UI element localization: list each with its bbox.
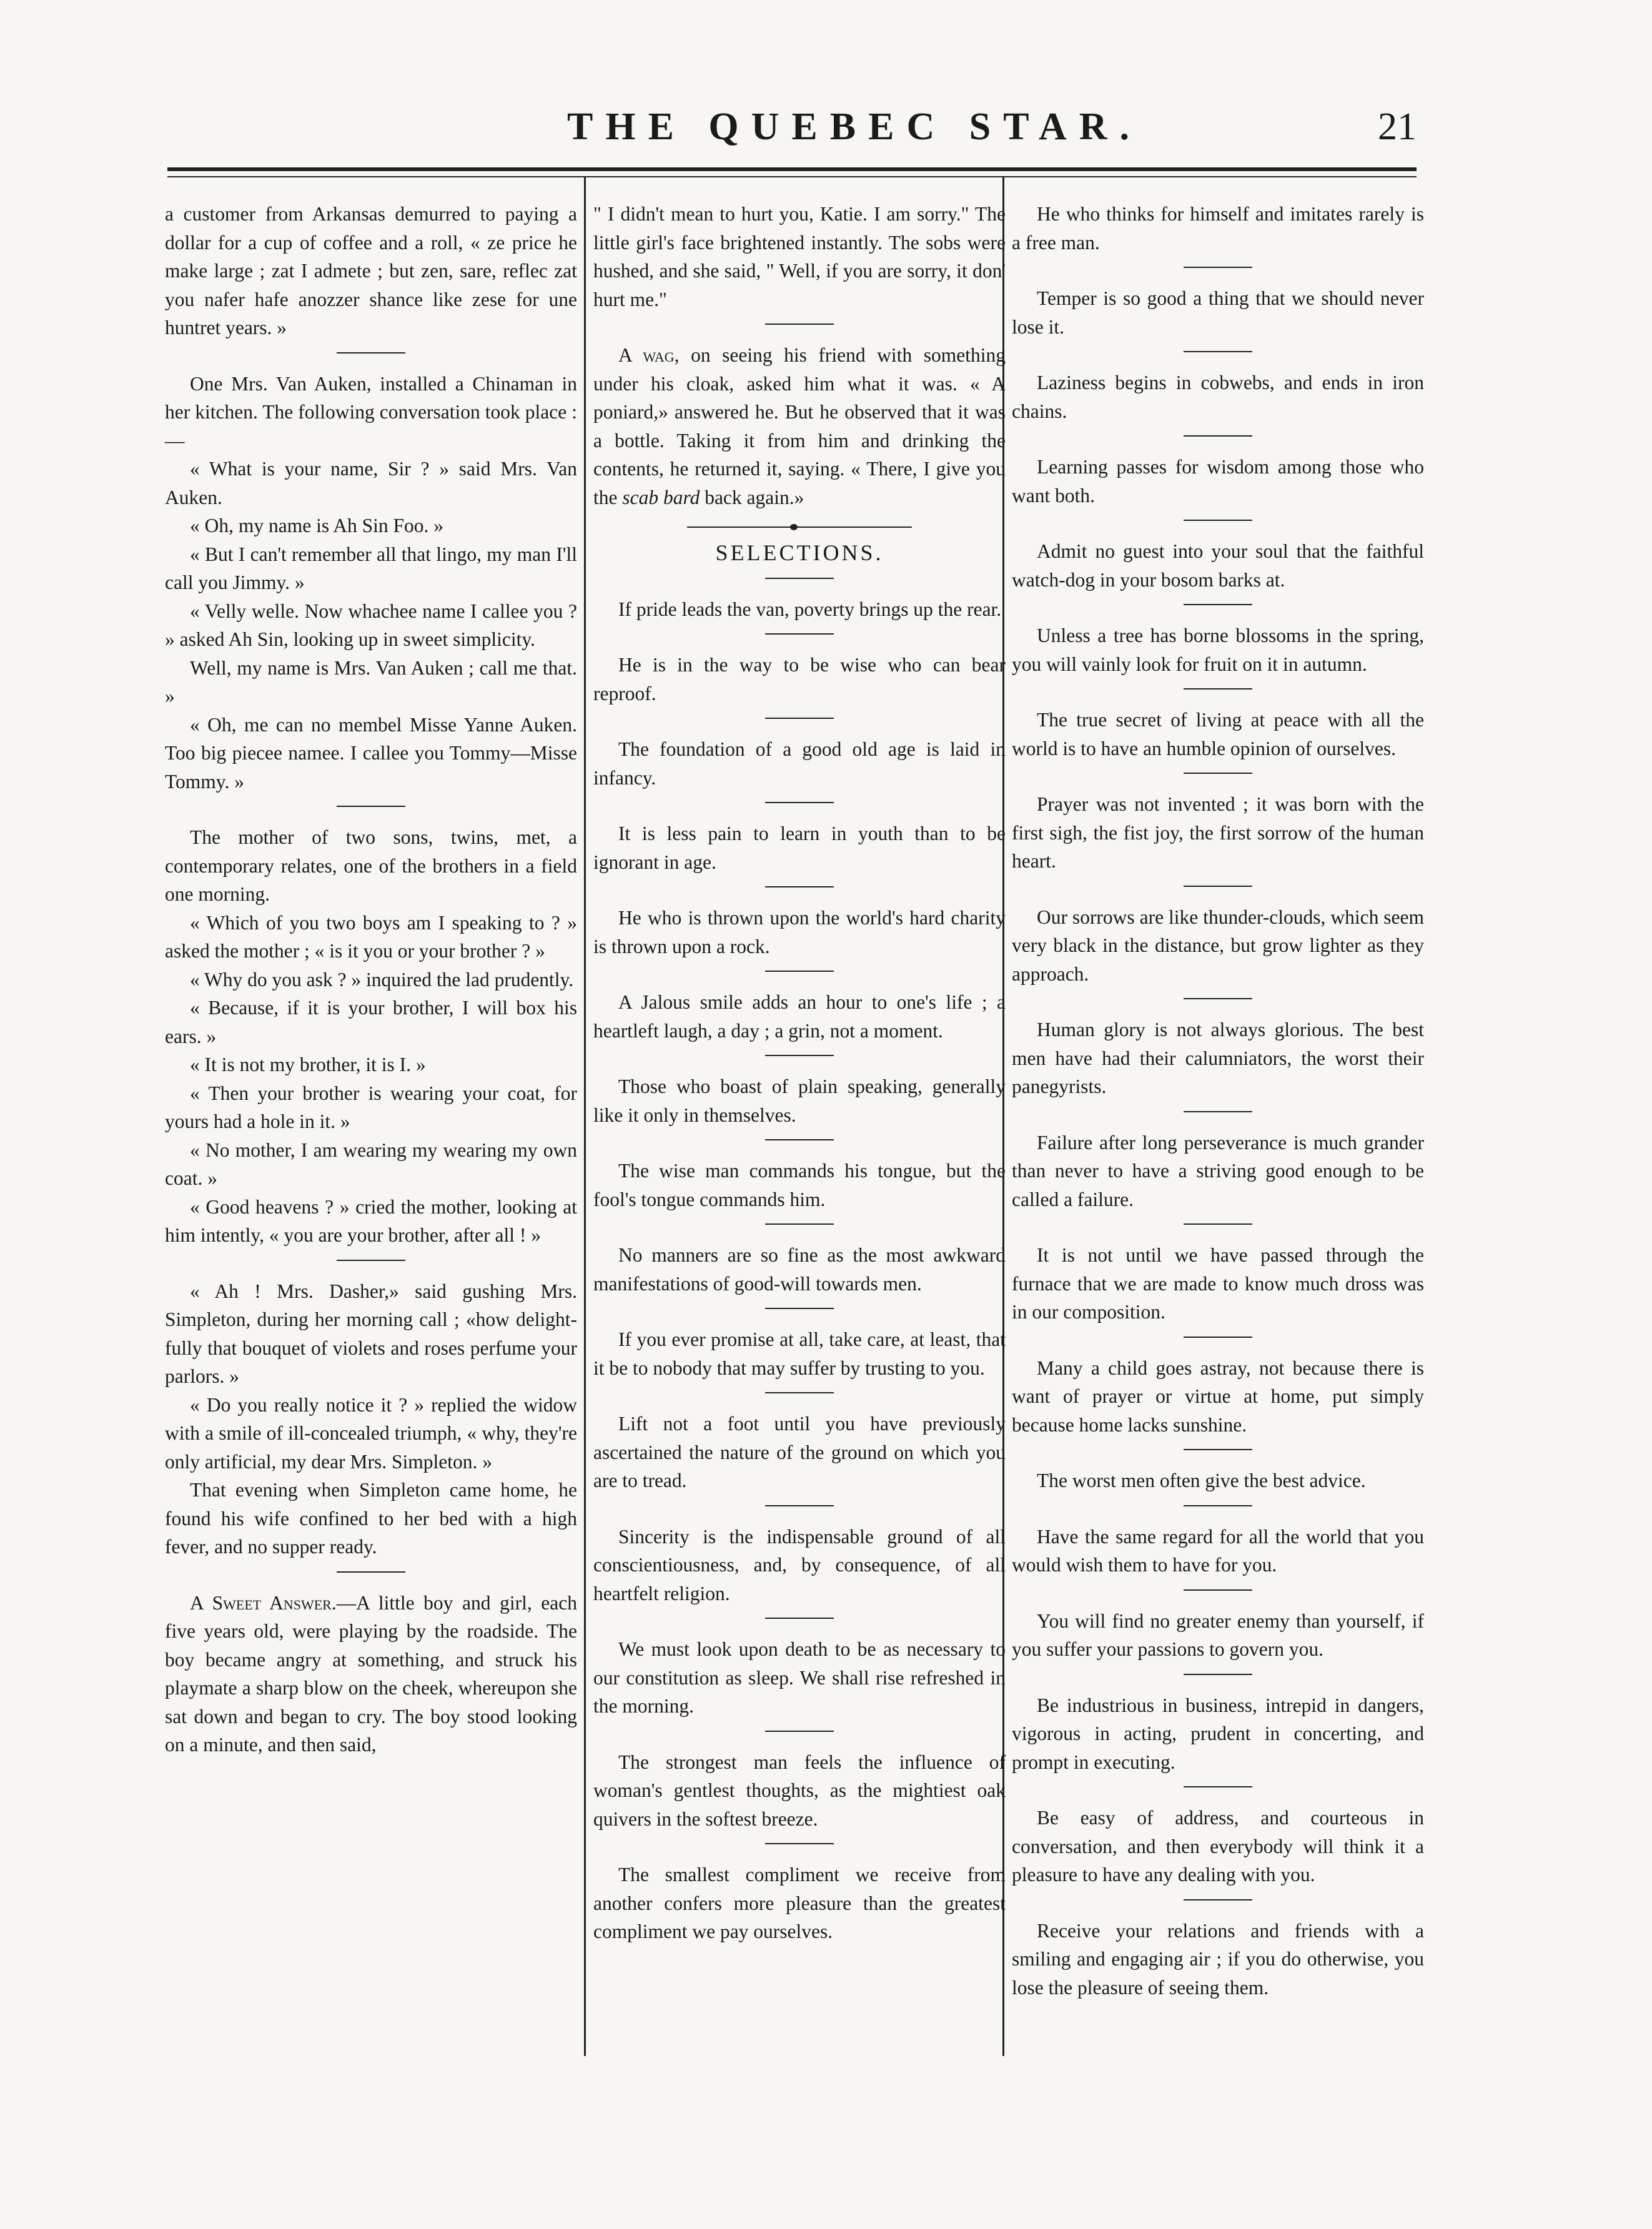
separator-rule — [765, 971, 834, 972]
separator-rule — [1184, 435, 1252, 437]
story-heading: A wag, — [618, 344, 680, 366]
selection: Receive your relations and friends with a smiling and engaging air ; if you do otherwise, you lose the pleasure of seeing them. — [1012, 1919, 1424, 1999]
selection: Lift not a foot until you have previously ascertained the nature of the ground on which you are to tread. — [593, 1413, 1006, 1491]
selection: The wise man commands his tongue, but the fool's tongue commands him. — [593, 1160, 1006, 1210]
separator-rule — [765, 1731, 834, 1732]
separator-rule — [1184, 1111, 1252, 1112]
story-text: on seeing his friend with something under his cloak, asked him what it was. « A poniard,» answered he. But he observed that it was a bottle. Taking it from him and drinking the contents, he returned it, saying. « There, I give you the — [593, 344, 1006, 508]
column-2 — [593, 200, 1006, 1946]
paragraph: « No mother, I am wearing my wearing my own coat. » — [165, 1139, 577, 1189]
selection: Be industrious in business, intrepid in dangers, vigorous in acting, prudent in concerting, and prompt in executing. — [1012, 1694, 1424, 1773]
paragraph: « Which of you two boys am I speaking to ? » asked the mother ; « is it you or your brother ? » — [165, 911, 577, 962]
story-heading: A Sweet Answer. — [190, 1591, 337, 1614]
separator-rule — [1184, 1337, 1252, 1338]
selection: Many a child goes astray, not because there is want of prayer or virtue at home, put simply because home lacks sunshine. — [1012, 1357, 1424, 1436]
separator-rule — [1184, 1786, 1252, 1787]
separator-rule — [1184, 1223, 1252, 1225]
separator-rule — [765, 578, 834, 579]
emphasis-text: scab bard — [622, 486, 700, 508]
paragraph: « Good heavens ? » cried the mother, looking at him intently, « you are your brother, after all ! » — [165, 1195, 577, 1246]
selection: Laziness begins in cobwebs, and ends in iron chains. — [1012, 372, 1424, 422]
separator-rule — [1184, 886, 1252, 887]
separator-rule — [765, 1139, 834, 1140]
ornament-rule — [593, 524, 1006, 530]
separator-rule — [1184, 1505, 1252, 1506]
separator-rule — [765, 1223, 834, 1225]
separator-rule — [337, 806, 405, 807]
newspaper-title: THE QUEBEC STAR. — [567, 106, 1142, 148]
separator-rule — [1184, 1449, 1252, 1450]
separator-rule — [765, 324, 834, 325]
paragraph: a customer from Arkansas demurred to paying a dollar for a cup of coffee and a roll, « ze price he make large ; zat I admete ; but zen, sare, reflec zat you nafer hafe anozzer shance like zese for une huntret years. » — [165, 203, 577, 339]
selection: If you ever promise at all, take care, at least, that it be to nobody that may suffer by trusting to you. — [593, 1328, 1006, 1379]
selection: Our sorrows are like thunder-clouds, which seem very black in the distance, but grow lighter as they approach. — [1012, 906, 1424, 985]
selection: A Jalous smile adds an hour to one's life ; a heartleft laugh, a day ; a grin, not a moment. — [593, 991, 1006, 1042]
separator-rule — [1184, 1589, 1252, 1591]
page-number: 21 — [1378, 106, 1417, 148]
separator-rule — [1184, 998, 1252, 999]
story-text: —A little boy and girl, each five years old, were playing by the roadside. The boy became angry at something, and struck his playmate a sharp blow on the cheek, whereupon she sat down and began to cry. The boy stood looking on a minute, and then said, — [165, 1591, 577, 1756]
paragraph: « Because, if it is your brother, I will box his ears. » — [165, 997, 577, 1047]
separator-rule — [765, 886, 834, 887]
paragraph: « Ah ! Mrs. Dasher,» said gushing Mrs. Simpleton, during her morning call ; «how delight-fully that bouquet of violets and roses perfume your parlors. » — [165, 1280, 577, 1387]
selection: Prayer was not invented ; it was born with the first sigh, the fist joy, the first sorrow of the human heart. — [1012, 793, 1424, 872]
column-3 — [1012, 200, 1424, 2002]
separator-rule — [1184, 1674, 1252, 1675]
selection: If pride leads the van, poverty brings up the rear. — [618, 598, 1002, 620]
selection: Those who boast of plain speaking, generally like it only in themselves. — [593, 1075, 1006, 1126]
paragraph: « But I can't remember all that lingo, my man I'll call you Jimmy. » — [165, 543, 577, 593]
section-heading: SELECTIONS. — [715, 540, 884, 565]
story-text: back again.» — [700, 486, 804, 508]
selection: The strongest man feels the influence of woman's gentlest thoughts, as the mightiest oak quivers in the softest breeze. — [593, 1751, 1006, 1830]
paragraph: « Do you really notice it ? » replied the widow with a smile of ill-concealed triumph, « why, they're only artificial, my dear Mrs. Simpleton. » — [165, 1393, 577, 1473]
separator-rule — [1184, 1899, 1252, 1900]
separator-rule — [1184, 267, 1252, 268]
selection: You will find no greater enemy than yourself, if you suffer your passions to govern you. — [1012, 1609, 1424, 1660]
paragraph: « It is not my brother, it is I. » — [190, 1054, 426, 1075]
selection: Sincerity is the indispensable ground of all conscientiousness, and, by consequence, of all heartfelt religion. — [593, 1525, 1006, 1604]
separator-rule — [765, 718, 834, 719]
separator-rule — [337, 352, 405, 353]
selection: He is in the way to be wise who can bear reproof. — [593, 654, 1006, 704]
separator-rule — [1184, 351, 1252, 352]
separator-rule — [1184, 604, 1252, 605]
separator-rule — [1184, 520, 1252, 521]
separator-rule — [765, 802, 834, 803]
selection: Admit no guest into your soul that the faithful watch-dog in your bosom barks at. — [1012, 540, 1424, 591]
paragraph: That evening when Simpleton came home, he found his wife confined to her bed with a high fever, and no supper ready. — [165, 1479, 577, 1558]
separator-rule — [765, 1392, 834, 1393]
paragraph: « What is your name, Sir ? » said Mrs. Van Auken. — [165, 458, 577, 508]
selection: The worst men often give the best advice. — [1037, 1470, 1366, 1491]
paragraph: « Why do you ask ? » inquired the lad prudently. — [190, 968, 574, 991]
selection: The smallest compliment we receive from another confers more pleasure than the greatest compliment we pay ourselves. — [593, 1864, 1006, 1942]
paragraph: « Velly welle. Now whachee name I callee you ? » asked Ah Sin, looking up in sweet simplicity. — [165, 600, 577, 650]
selection: It is not until we have passed through the furnace that we are made to know much dross was in our composition. — [1012, 1244, 1424, 1323]
selection: The true secret of living at peace with all the world is to have an humble opinion of ourselves. — [1012, 709, 1424, 759]
paragraph: The mother of two sons, twins, met, a contemporary relates, one of the brothers in a field one morning. — [165, 826, 577, 905]
selection: Human glory is not always glorious. The best men have had their calumniators, the worst their panegyrists. — [1012, 1019, 1424, 1097]
selection: Have the same regard for all the world that you would wish them to have for you. — [1012, 1525, 1424, 1576]
separator-rule — [1184, 773, 1252, 774]
paragraph: " I didn't mean to hurt you, Katie. I am sorry." The little girl's face brightened instantly. The sobs were hushed, and she said, " Well, if you are sorry, it don' hurt me." — [593, 203, 1006, 310]
selection: No manners are so fine as the most awkward manifestations of good-will towards men. — [593, 1244, 1006, 1295]
separator-rule — [765, 1505, 834, 1506]
paragraph: Well, my name is Mrs. Van Auken ; call me that. » — [165, 656, 577, 707]
separator-rule — [337, 1571, 405, 1573]
paragraph: « Oh, me can no membel Misse Yanne Auken. Too big piecee namee. I callee you Tommy—Misse Tommy. » — [165, 713, 577, 793]
selection: We must look upon death to be as necessary to our constitution as sleep. We shall rise refreshed in the morning. — [593, 1638, 1006, 1717]
paragraph — [165, 1589, 577, 1759]
selection: Temper is so good a thing that we should never lose it. — [1012, 287, 1424, 338]
paragraph: « Oh, my name is Ah Sin Foo. » — [190, 515, 444, 536]
separator-rule — [765, 1308, 834, 1309]
selection: Failure after long perseverance is much grander than never to have a striving good enough to be called a failure. — [1012, 1131, 1424, 1210]
column-1 — [165, 200, 577, 1759]
paragraph — [593, 341, 1006, 512]
separator-rule — [765, 1055, 834, 1056]
selection: Learning passes for wisdom among those who want both. — [1012, 456, 1424, 507]
separator-rule — [765, 1618, 834, 1619]
separator-rule — [337, 1260, 405, 1261]
selection: It is less pain to learn in youth than to be ignorant in age. — [593, 823, 1006, 873]
selection: The foundation of a good old age is laid in infancy. — [593, 738, 1006, 789]
selection: He who thinks for himself and imitates rarely is a free man. — [1012, 203, 1424, 254]
header-rule — [167, 167, 1417, 171]
separator-rule — [765, 633, 834, 635]
header-rule-thin — [167, 176, 1417, 177]
selection: Unless a tree has borne blossoms in the spring, you will vainly look for fruit on it in autumn. — [1012, 625, 1424, 675]
column-divider — [584, 176, 586, 2056]
separator-rule — [1184, 688, 1252, 689]
page-header — [167, 100, 1417, 162]
selection: Be easy of address, and courteous in conversation, and then everybody will think it a pleasure to have any dealing with you. — [1012, 1807, 1424, 1886]
paragraph: « Then your brother is wearing your coat, for yours had a hole in it. » — [165, 1082, 577, 1132]
separator-rule — [765, 1843, 834, 1844]
paragraph: One Mrs. Van Auken, installed a Chinaman in her kitchen. The following conversation took place :— — [165, 372, 577, 452]
selection: He who is thrown upon the world's hard charity is thrown upon a rock. — [593, 907, 1006, 957]
